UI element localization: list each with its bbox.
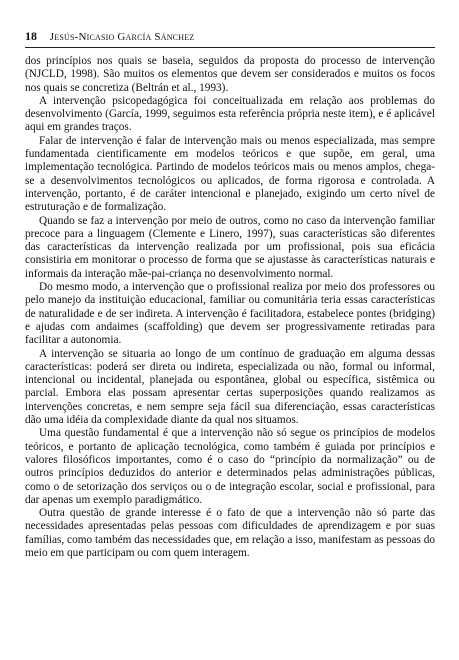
page-number: 18	[25, 29, 37, 43]
paragraph: Uma questão fundamental é que a intervenção não só segue os princípios de modelos teóricos, e portanto de aplicação tecnológica, como também é guiada por princípios e valores filosóficos importantes, como é o caso do “princípio da normalização” ou de outros princípios deduzidos do anterior e determinados pelas administrações públicas, como o de setorização dos serviços ou o de integração escolar, social e profissional, para dar apenas um exemplo paradigmático.	[25, 427, 435, 506]
running-head: Jesús-Nicasio García Sánchez	[49, 31, 195, 43]
paragraph: dos princípios nos quais se baseia, seguidos da proposta do processo de intervenção (NJCLD, 1998). São muitos os elementos que devem ser considerados e muitos os focos nos quais se concretiza (Beltrán et al., 1993).	[25, 55, 435, 94]
paragraph: Outra questão de grande interesse é o fato de que a intervenção não só parte das necessidades apresentadas pelas pessoas com dificuldades de aprendizagem e por suas famílias, como também das necessidades que, em relação a isso, manifestam as pessoas do meio em que participam ou com quem interagem.	[25, 507, 435, 559]
paragraph: Quando se faz a intervenção por meio de outros, como no caso da intervenção familiar precoce para a linguagem (Clemente e Linero, 1997), suas características são diferentes das características da intervenção realizada por um profissional, pois sua eficácia consistiria em monitorar o processo de forma que se ajustasse às características naturais e informais da interação mãe-pai-criança no desenvolvimento normal.	[25, 214, 435, 280]
paragraph: Falar de intervenção é falar de intervenção mais ou menos especializada, mas sempre fundamentada cientificamente em modelos teóricos e que supõe, em geral, uma implementação tecnológica. Partindo de modelos teóricos mais ou menos amplos, chega-se a desenvolvimentos tecnológicos ou aplicados, de forma rigorosa e controlada. A intervenção, portanto, é de caráter intencional e planejado, exigindo um certo nível de estruturação e de formalização.	[25, 134, 435, 214]
paragraph: A intervenção psicopedagógica foi conceitualizada em relação aos problemas do desenvolvimento (García, 1999, seguimos esta referência própria neste item), e é aplicável aqui em grandes traços.	[25, 94, 435, 134]
paragraph: A intervenção se situaria ao longo de um contínuo de graduação em alguma dessas características: poderá ser direta ou indireta, especializada ou não, formal ou informal, intencional ou incidental, planejada ou espontânea, global ou específica, sistêmica ou parcial. Embora elas possam apresentar certas superposições quando realizamos as intervenções concretas, e nem sempre seja fácil sua diferenciação, essas características dão uma idéia da complexidade diante da qual nos situamos.	[25, 347, 435, 427]
page-header	[25, 30, 435, 48]
body-text	[25, 55, 435, 560]
paragraph: Do mesmo modo, a intervenção que o profissional realiza por meio dos professores ou pelo manejo da instituição educacional, familiar ou comunitária teria essas características de naturalidade e de ser indireta. A intervenção é facilitadora, estabelece pontes (bridging) e ajudas com andaimes (scaffolding) que devem ser progressivamente retiradas para facilitar a autonomia.	[25, 281, 435, 347]
